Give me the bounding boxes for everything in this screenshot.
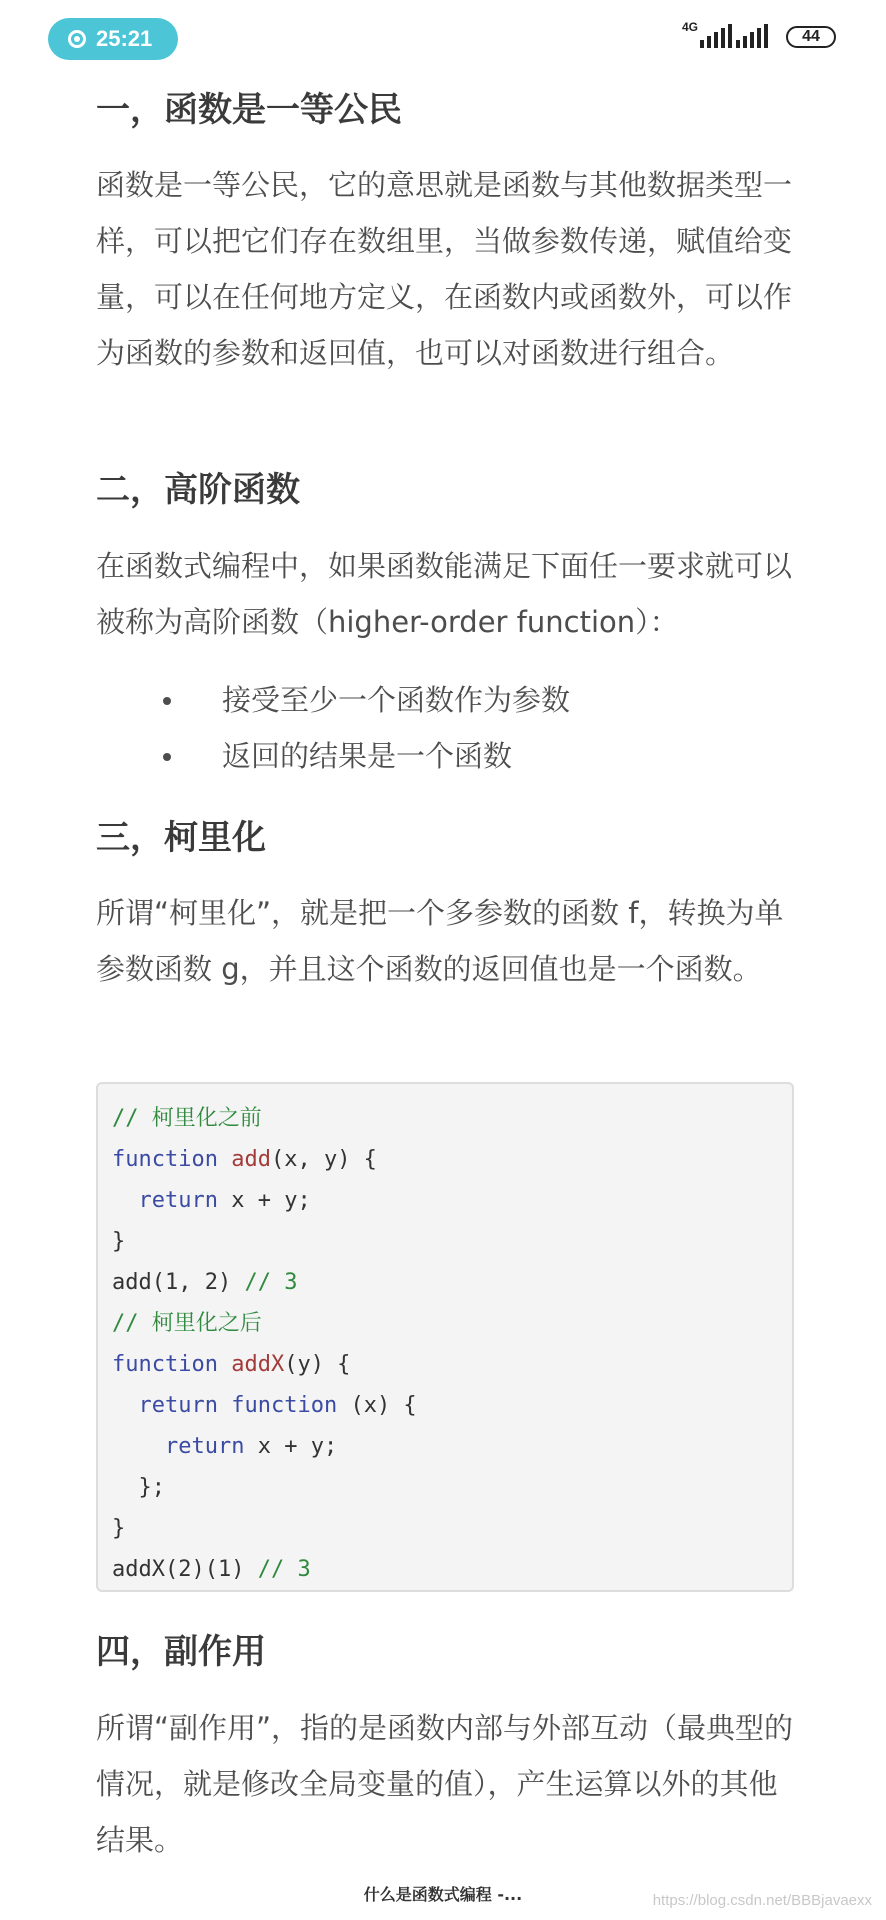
code-line [112, 1180, 792, 1221]
list-item: 接受至少一个函数作为参数 [96, 672, 796, 728]
code-text: add(1, 2) [112, 1270, 245, 1295]
code-keyword: function [112, 1352, 218, 1377]
code-line [112, 1303, 792, 1344]
battery-level: 44 [802, 28, 820, 45]
code-text: x + y; [217, 1188, 311, 1213]
section-heading-1: 一，函数是一等公民 [96, 90, 402, 130]
code-keyword: function [112, 1147, 218, 1172]
code-block[interactable] [96, 1082, 794, 1592]
code-line [112, 1385, 792, 1426]
section-paragraph-1: 函数是一等公民，它的意思就是函数与其他数据类型一样，可以把它们存在数组里，当做参数传递，赋值给变量，可以在任何地方定义，在函数内或函数外，可以作为函数的参数和返回值，也可以对函数进行组合。 [96, 168, 793, 370]
code-comment: // 柯里化之前 [112, 1106, 262, 1131]
section-paragraph-4: 所谓“副作用”，指的是函数内部与外部互动（最典型的情况，就是修改全局变量的值），产生运算以外的其他结果。 [96, 1711, 794, 1857]
section-paragraph-2: 在函数式编程中，如果函数能满足下面任一要求就可以被称为高阶函数（higher-order function）： [96, 549, 793, 639]
code-line [112, 1467, 792, 1508]
code-comment: // 3 [257, 1557, 311, 1582]
status-time: 25:21 [96, 26, 153, 51]
code-text: (x) { [337, 1393, 417, 1418]
watermark: https://blog.csdn.net/BBBjavaexx [652, 1892, 872, 1909]
code-line [112, 1139, 792, 1180]
bullet-list [96, 672, 796, 784]
code-line [112, 1344, 792, 1385]
code-function-name: add [231, 1147, 271, 1172]
code-line [112, 1426, 792, 1467]
code-line [112, 1508, 792, 1549]
section-heading-3: 三，柯里化 [96, 818, 266, 858]
section-heading-2: 二，高阶函数 [96, 470, 300, 510]
code-keyword: return [138, 1188, 218, 1213]
section-paragraph-3: 所谓“柯里化”，就是把一个多参数的函数 f，转换为单参数函数 g，并且这个函数的返回值也是一个函数。 [96, 896, 784, 986]
battery-icon [786, 26, 836, 48]
code-line [112, 1262, 792, 1303]
code-text: }; [112, 1475, 165, 1500]
code-comment: // 3 [244, 1270, 298, 1295]
page-title-footer[interactable]: 什么是函数式编程 -... [363, 1885, 523, 1904]
code-text: (y) { [284, 1352, 351, 1377]
network-type-label: 4G [682, 20, 699, 34]
screen-recording-indicator[interactable] [48, 18, 178, 60]
section-heading-4: 四，副作用 [96, 1632, 266, 1672]
code-text: addX(2)(1) [112, 1557, 258, 1582]
code-keyword: function [231, 1393, 338, 1418]
list-item: 返回的结果是一个函数 [96, 728, 796, 784]
code-line [112, 1098, 792, 1139]
code-line [112, 1549, 792, 1590]
code-text: } [112, 1229, 126, 1254]
code-comment: // 柯里化之后 [112, 1311, 262, 1336]
code-keyword: return [138, 1393, 218, 1418]
code-text: } [112, 1516, 126, 1541]
code-function-name: addX [231, 1352, 285, 1377]
status-bar [0, 0, 886, 76]
code-text: x + y; [244, 1434, 338, 1459]
record-icon [68, 30, 86, 48]
code-keyword: return [164, 1434, 245, 1459]
code-text: (x, y) { [270, 1147, 377, 1172]
cellular-signal-icon-2 [736, 24, 768, 48]
code-line [112, 1221, 792, 1262]
cellular-signal-icon [700, 24, 732, 48]
